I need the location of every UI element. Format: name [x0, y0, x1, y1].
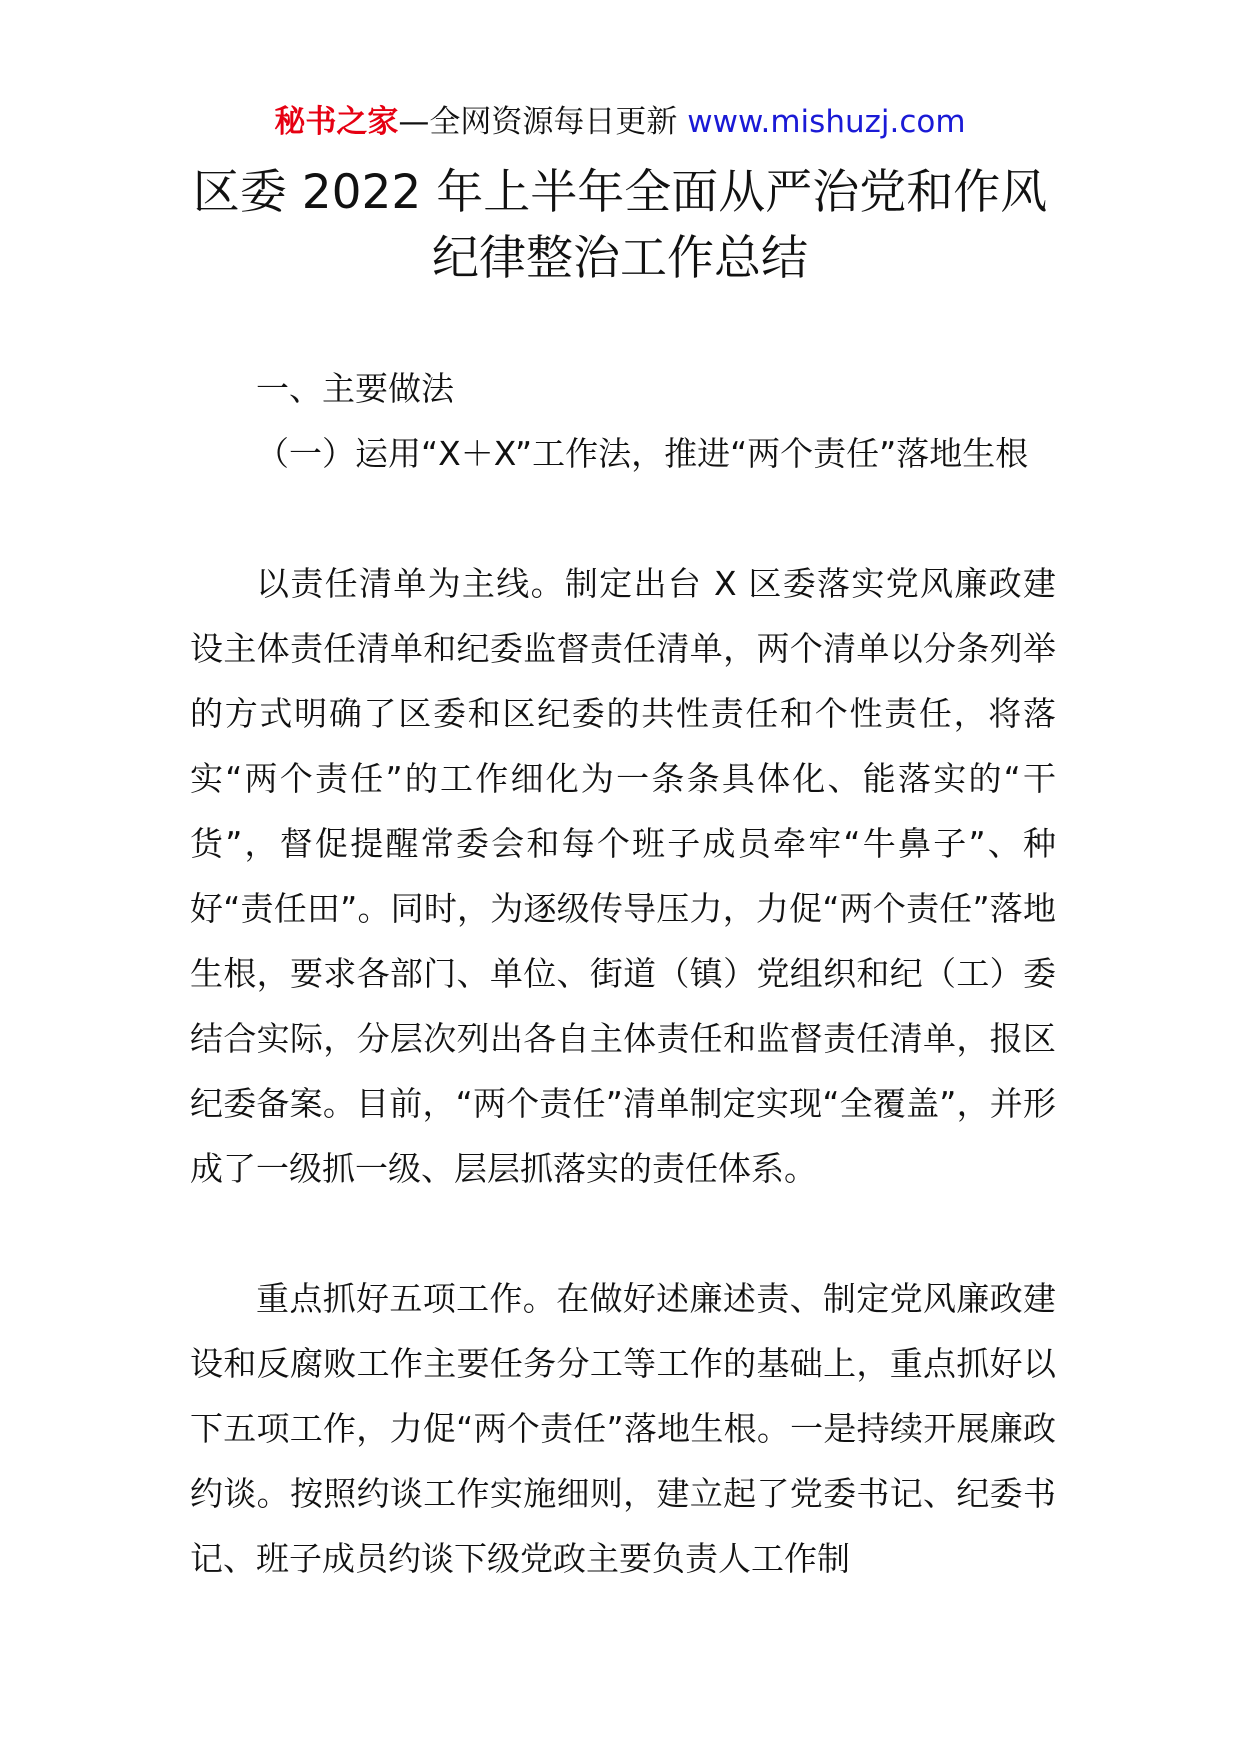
brand-name: 秘书之家 [274, 104, 399, 140]
body-paragraph [190, 1266, 1056, 1591]
watermark-header [0, 100, 1240, 144]
section-heading: 一、主要做法 [256, 369, 454, 408]
site-url[interactable]: www.mishuzj.com [687, 104, 966, 140]
paragraph-text: 重点抓好五项工作。在做好述廉述责、制定党风廉政建设和反腐败工作主要任务分工等工作的基础上，重点抓好以下五项工作，力促“两个责任”落地生根。一是持续开展廉政约谈。按照约谈工作实施细则，建立起了党委书记、纪委书记、班子成员约谈下级党政主要负责人工作制 [190, 1279, 1056, 1578]
header-tagline: —全网资源每日更新 [398, 104, 678, 140]
paragraph-text: 以责任清单为主线。制定出台 X 区委落实党风廉政建设主体责任清单和纪委监督责任清单，两个清单以分条列举的方式明确了区委和区纪委的共性责任和个性责任，将落实“两个责任”的工作细化为一条条具体化、能落实的“干货”，督促提醒常委会和每个班子成员牵牢“牛鼻子”、种好“责任田”。同时，为逐级传导压力，力促“两个责任”落地生根，要求各部门、单位、街道（镇）党组织和纪（工）委结合实际，分层次列出各自主体责任和监督责任清单，报区纪委备案。目前，“两个责任”清单制定实现“全覆盖”，并形成了一级抓一级、层层抓落实的责任体系。 [190, 564, 1056, 1188]
subsection-heading: （一）运用“X＋X”工作法，推进“两个责任”落地生根 [256, 434, 1029, 473]
document-title-line-2: 纪律整治工作总结 [432, 231, 808, 286]
document-title-line-1: 区委 2022 年上半年全面从严治党和作风 [192, 165, 1048, 220]
body-paragraph [190, 551, 1056, 1201]
